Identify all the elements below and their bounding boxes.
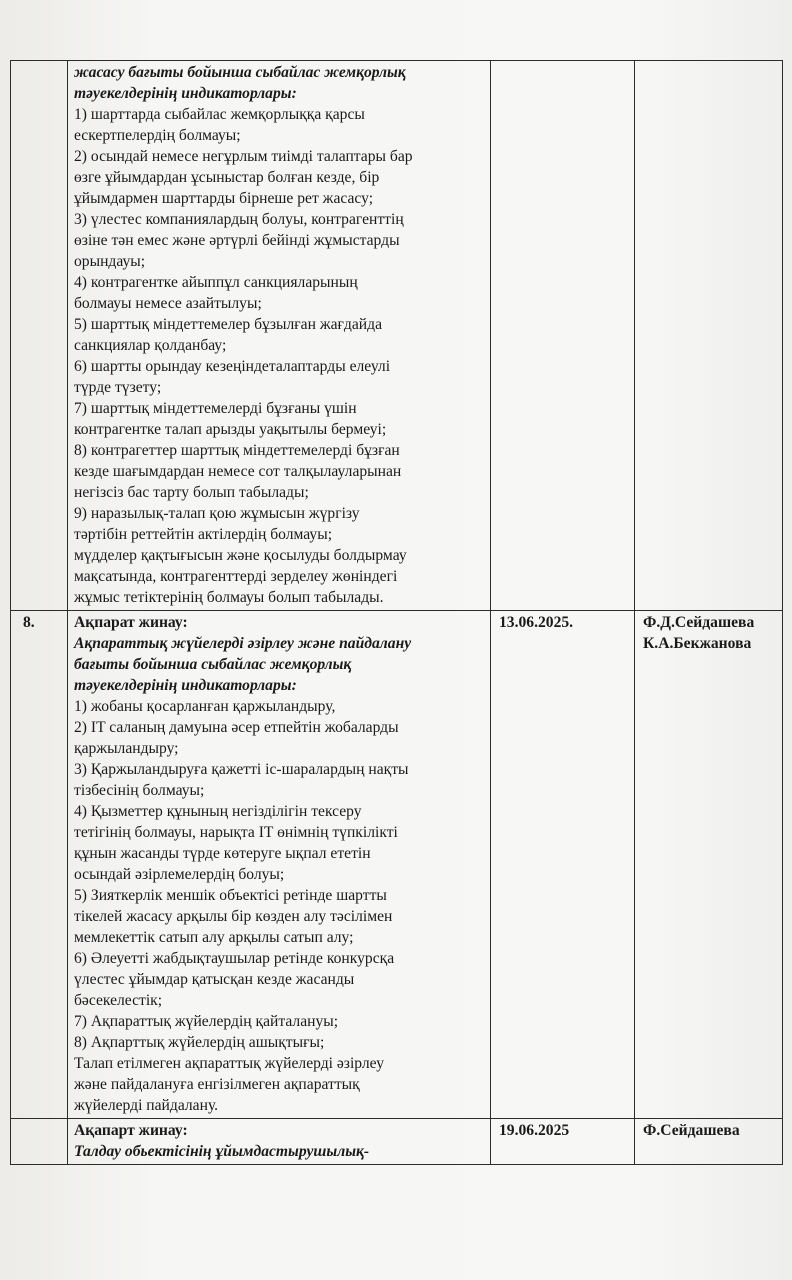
indicator-text-line: кезде шағымдардан немесе сот талқылауларынан	[74, 463, 402, 480]
indicator-text-line: тізбесінің болмауы;	[74, 782, 205, 799]
measure-description-cell	[68, 61, 491, 611]
indicator-text-line: санкциялар қолданбау;	[74, 337, 227, 354]
indicator-text-line: 7) Ақпараттық жүйелердің қайталануы;	[74, 1013, 339, 1030]
indicator-text-line: 6) Әлеуетті жабдықтаушылар ретінде конкурсқа	[74, 950, 395, 967]
indicator-text-line: өзіне тән емес және әртүрлі бейінді жұмыстарды	[74, 232, 400, 249]
responsible-persons-cell	[635, 1119, 783, 1165]
responsible-person: К.А.Бекжанова	[643, 635, 752, 652]
indicator-text-line: жұмыс тетіктерінің болмауы болып табылады.	[74, 589, 384, 606]
indicator-text-line: тәртібін реттейтін актілердің болмауы;	[74, 526, 333, 543]
indicator-text-line: болмауы немесе азайтылуы;	[74, 295, 262, 312]
indicator-subtitle: бағыты бойынша сыбайлас жемқорлық	[74, 656, 352, 673]
deadline-date-cell	[491, 61, 635, 611]
indicator-text-line: 5) шарттық міндеттемелер бұзылған жағдайда	[74, 316, 382, 333]
indicator-text-line: 3) үлестес компаниялардың болуы, контрагенттің	[74, 211, 404, 228]
indicator-text-line: осындай әзірлемелердің болуы;	[74, 866, 285, 883]
indicator-text-line: 2) осындай немесе негұрлым тиімді талаптары бар	[74, 148, 413, 165]
indicator-subtitle: жасасу бағыты бойынша сыбайлас жемқорлық	[74, 64, 406, 81]
indicator-text-line: жүйелерді пайдалану.	[74, 1097, 219, 1114]
responsible-persons-cell	[635, 611, 783, 1119]
indicator-text-line: мүдделер қақтығысын және қосылуды болдырмау	[74, 547, 407, 564]
indicator-text-line: 5) Зияткерлік меншік объектісі ретінде шартты	[74, 887, 387, 904]
deadline-date-cell: 19.06.2025	[491, 1119, 635, 1165]
indicator-text-line: тікелей жасасу арқылы бір көзден алу тәсілімен	[74, 908, 393, 925]
indicator-text-line: бәсекелестік;	[74, 992, 163, 1009]
row-number-cell: 8.	[11, 611, 68, 1119]
indicator-text-line: 4) Қызметтер құнының негізділігін тексеру	[74, 803, 362, 820]
indicator-text-line: Талап етілмеген ақпараттық жүйелерді әзірлеу	[74, 1055, 385, 1072]
indicator-subtitle: тәуекелдерінің индикаторлары:	[74, 677, 297, 694]
indicator-text-line: 1) жобаны қосарланған қаржыландыру,	[74, 698, 336, 715]
responsible-person: Ф.Д.Сейдашева	[643, 614, 755, 631]
deadline-date-cell: 13.06.2025.	[491, 611, 635, 1119]
indicator-text-line: мемлекеттік сатып алу арқылы сатып алу;	[74, 929, 354, 946]
indicator-subtitle: тәуекелдерінің индикаторлары:	[74, 85, 297, 102]
indicator-text-line: контрагентке талап арызды уақытылы бермеуі;	[74, 421, 387, 438]
indicator-text-line: 7) шарттық міндеттемелерді бұзғаны үшін	[74, 400, 357, 417]
indicator-text-line: ескертпелердің болмауы;	[74, 127, 241, 144]
table-row	[11, 611, 783, 1119]
indicator-text-line: құнын жасанды түрде көтеруге ықпал ететін	[74, 845, 371, 862]
indicator-text-line: өзге ұйымдардан ұсыныстар болған кезде, бір	[74, 169, 380, 186]
indicator-text-line: 8) Ақпарттық жүйелердің ашықтығы;	[74, 1034, 325, 1051]
row-number-cell	[11, 1119, 68, 1165]
indicator-text-line: 1) шарттарда сыбайлас жемқорлыққа қарсы	[74, 106, 365, 123]
indicator-text-line: ұйымдармен шарттарды бірнеше рет жасасу;	[74, 190, 374, 207]
indicator-text-line: мақсатында, контрагенттерді зерделеу жөніндегі	[74, 568, 398, 585]
table-row	[11, 61, 783, 611]
indicator-text-line: 4) контрагентке айыппұл санкцияларының	[74, 274, 358, 291]
table-row	[11, 1119, 783, 1165]
indicator-text-line: үлестес ұйымдар қатысқан кезде жасанды	[74, 971, 355, 988]
indicator-text-line: 8) контрагеттер шарттық міндеттемелерді бұзған	[74, 442, 400, 459]
indicator-subtitle: Талдау обьектісінің ұйымдастырушылық-	[74, 1143, 370, 1160]
measure-heading: Ақапарт жинау:	[74, 1122, 188, 1139]
indicator-text-line: және пайдалануға енгізілмеген ақпараттық	[74, 1076, 360, 1093]
action-plan-table	[10, 60, 783, 1165]
measure-description-cell	[68, 1119, 491, 1165]
measure-description-cell	[68, 611, 491, 1119]
indicator-text-line: 9) наразылық-талап қою жұмысын жүргізу	[74, 505, 360, 522]
indicator-text-line: қаржыландыру;	[74, 740, 179, 757]
indicator-text-line: 3) Қаржыландыруға қажетті іс-шаралардың нақты	[74, 761, 409, 778]
row-number-cell	[11, 61, 68, 611]
indicator-text-line: 2) IT саланың дамуына әсер етпейтін жобаларды	[74, 719, 399, 736]
indicator-text-line: орындауы;	[74, 253, 146, 270]
indicator-subtitle: Ақпараттық жүйелерді әзірлеу және пайдалану	[74, 635, 412, 652]
measure-heading: Ақпарат жинау:	[74, 614, 188, 631]
indicator-text-line: түрде түзету;	[74, 379, 162, 396]
indicator-text-line: тетігінің болмауы, нарықта IT өнімнің түпкілікті	[74, 824, 398, 841]
indicator-text-line: негізсіз бас тарту болып табылады;	[74, 484, 309, 501]
responsible-persons-cell	[635, 61, 783, 611]
indicator-text-line: 6) шартты орындау кезеңіндеталаптарды елеулі	[74, 358, 391, 375]
responsible-person: Ф.Сейдашева	[643, 1122, 740, 1139]
